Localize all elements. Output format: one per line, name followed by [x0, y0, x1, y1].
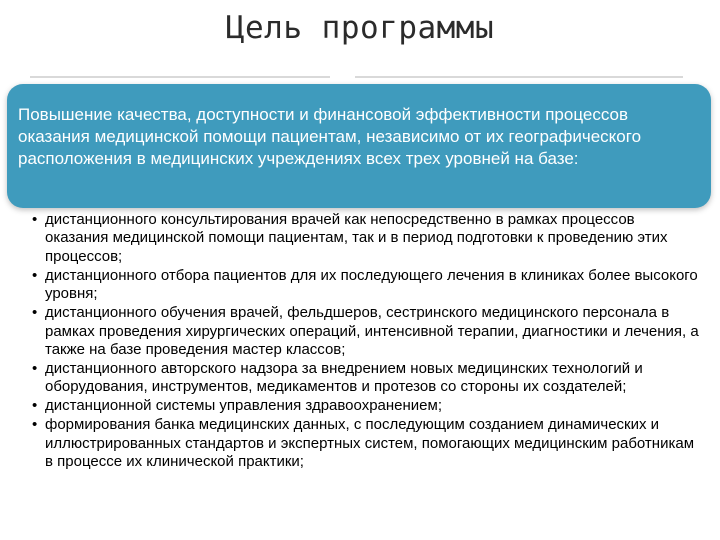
bullet-icon: •	[32, 360, 38, 378]
goal-bullet-list	[30, 211, 700, 472]
list-item	[30, 397, 700, 415]
list-item	[30, 267, 700, 304]
page-title: Цель программы	[225, 10, 495, 46]
list-item-text: дистанционной системы управления здравоохранением;	[45, 397, 442, 415]
list-item	[30, 304, 700, 359]
bullet-icon: •	[32, 211, 38, 228]
bullet-icon: •	[32, 416, 38, 434]
list-item-text: дистанционного отбора пациентов для их последующего лечения в клиниках более высокого уровня;	[45, 266, 698, 303]
list-item	[30, 416, 700, 471]
list-item-text: дистанционного обучения врачей, фельдшеров, сестринского медицинского персонала в рамках проведения хирургических операций, интенсивной терапии, диагностики и лечения, а также на базе проведения мастер классов;	[45, 304, 699, 359]
list-item-text: формирования банка медицинских данных, с последующим созданием динамических и иллюстрированных стандартов и экспертных систем, помогающих медицинским работникам в процессе их клинической практики;	[45, 416, 695, 471]
bullet-icon: •	[32, 304, 38, 322]
list-item	[30, 360, 700, 397]
divider-left	[30, 76, 330, 78]
bullet-icon: •	[32, 266, 38, 284]
goal-header-text: Повышение качества, доступности и финансовой эффективности процессов оказания медицинской помощи пациентам, независимо от их географического расположения в медицинских учреждениях всех трех уровней на базе:	[18, 105, 642, 168]
list-item-text: дистанционного авторского надзора за внедрением новых медицинских технологий и оборудования, инструментов, медикаментов и протезов со стороны их создателей;	[45, 360, 643, 396]
list-item	[30, 211, 700, 266]
divider-right	[355, 76, 683, 78]
bullet-icon: •	[32, 397, 38, 415]
list-item-text: дистанционного консультирования врачей как непосредственно в рамках процессов оказания медицинской помощи пациентам, так и в период подготовки к проведению этих процессов;	[45, 211, 668, 265]
